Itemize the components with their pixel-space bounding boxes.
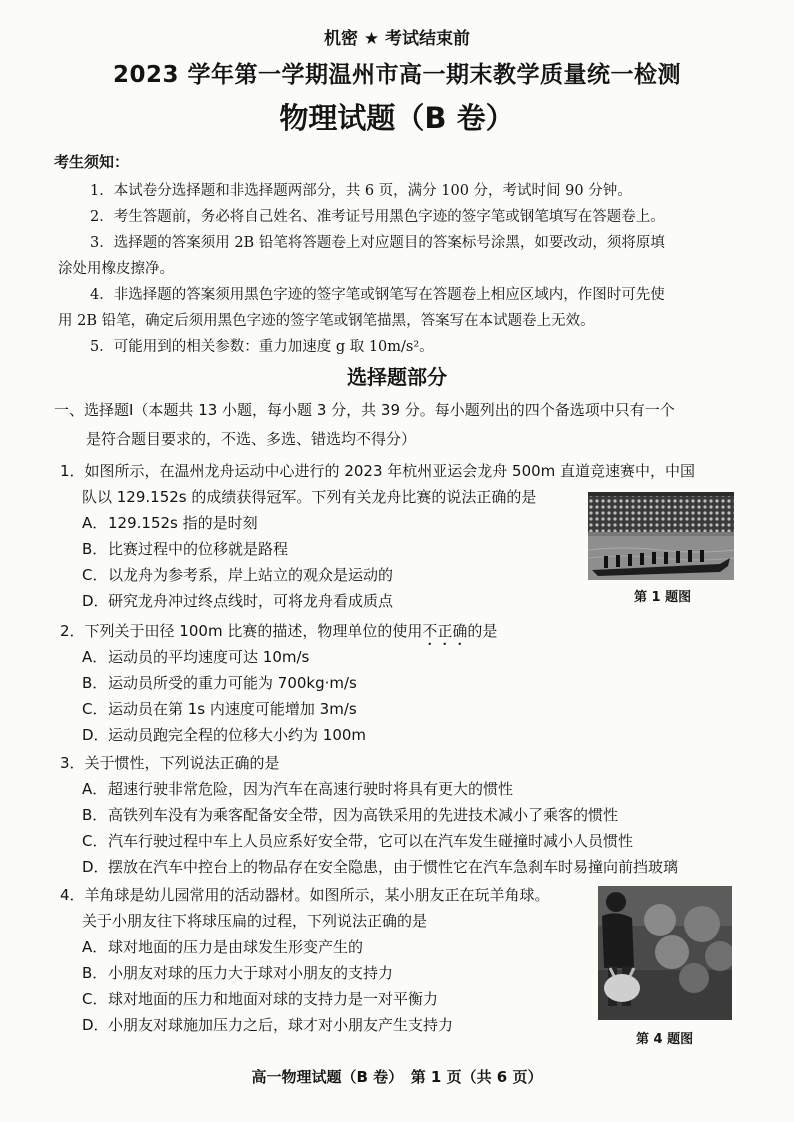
q4-option-c: C．球对地面的压力和地面对球的支持力是一对平衡力 (82, 990, 439, 1008)
part1-instruction-cont: 是符合题目要求的，不选、多选、错选均不得分） (86, 430, 417, 448)
q4-stem-cont: 关于小朋友往下将球压扁的过程，下列说法正确的是 (82, 912, 428, 930)
notice-line-4: 4．非选择题的答案须用黑色字迹的签字笔或钢笔写在答题卷上相应区域内，作图时可先使 (90, 287, 665, 303)
q1-option-d: D．研究龙舟冲过终点线时，可将龙舟看成质点 (82, 592, 394, 610)
q3-option-c: C．汽车行驶过程中车上人员应系好安全带，它可以在汽车发生碰撞时减小人员惯性 (82, 832, 634, 850)
horn-ball-photo (598, 886, 732, 1020)
figure-1-caption: 第 1 题图 (634, 590, 692, 605)
q4-option-a: A．球对地面的压力是由球发生形变产生的 (82, 938, 364, 956)
notice-line-4-cont: 用 2B 铅笔，确定后须用黑色字迹的签字笔或钢笔描黑，答案写在本试题卷上无效。 (58, 313, 595, 329)
q4-option-d: D．小朋友对球施加压力之后，球才对小朋友产生支持力 (82, 1016, 454, 1034)
q2-option-d: D．运动员跑完全程的位移大小约为 100m (82, 726, 367, 744)
subject-title: 物理试题（B 卷） (279, 101, 515, 135)
notice-line-1: 1．本试卷分选择题和非选择题两部分，共 6 页，满分 100 分，考试时间 90 分钟。 (90, 183, 632, 199)
notice-line-2: 2．考生答题前，务必将自己姓名、准考证号用黑色字迹的签字笔或钢笔填写在答题卷上。 (90, 209, 665, 225)
section-title: 选择题部分 (347, 365, 447, 389)
q1-option-c: C．以龙舟为参考系，岸上站立的观众是运动的 (82, 566, 394, 584)
confidential-label: 机密 ★ 考试结束前 (323, 29, 471, 49)
notice-line-5: 5．可能用到的相关参数：重力加速度 g 取 10m/s²。 (90, 339, 434, 355)
q4-stem: 4．羊角球是幼儿园常用的活动器材。如图所示，某小朋友正在玩羊角球。 (60, 886, 550, 904)
q3-option-b: B．高铁列车没有为乘客配备安全带，因为高铁采用的先进技术减小了乘客的惯性 (82, 806, 619, 824)
notice-line-3-cont: 涂处用橡皮擦净。 (58, 261, 174, 277)
notice-line-3: 3．选择题的答案须用 2B 铅笔将答题卷上对应题目的答案标号涂黑，如要改动，须将原填 (90, 235, 665, 251)
q1-option-a: A．129.152s 指的是时刻 (82, 514, 258, 532)
q4-option-b: B．小朋友对球的压力大于球对小朋友的支持力 (82, 964, 394, 982)
q2-stem: 2．下列关于田径 100m 比赛的描述，物理单位的使用不正确的是 (60, 622, 498, 640)
q3-option-d: D．摆放在汽车中控台上的物品存在安全隐患，由于惯性它在汽车急刹车时易撞向前挡玻璃 (82, 858, 679, 876)
exam-title: 2023 学年第一学期温州市高一期末教学质量统一检测 (112, 62, 682, 88)
q3-stem: 3．关于惯性，下列说法正确的是 (60, 754, 280, 772)
dragon-boat-photo (588, 492, 734, 580)
q1-option-b: B．比赛过程中的位移就是路程 (82, 540, 289, 558)
page-footer: 高一物理试题（B 卷） 第 1 页（共 6 页） (251, 1068, 543, 1086)
part1-instruction: 一、选择题Ⅰ（本题共 13 小题，每小题 3 分，共 39 分。每小题列出的四个备选项中只有一个 (54, 401, 675, 419)
q3-option-a: A．超速行驶非常危险，因为汽车在高速行驶时将具有更大的惯性 (82, 780, 514, 798)
q1-stem: 1．如图所示，在温州龙舟运动中心进行的 2023 年杭州亚运会龙舟 500m 直道竞速赛中，中国 (60, 462, 696, 480)
q2-option-b: B．运动员所受的重力可能为 700kg·m/s (82, 674, 357, 692)
q1-stem-cont: 队以 129.152s 的成绩获得冠军。下列有关龙舟比赛的说法正确的是 (82, 488, 537, 506)
q2-option-a: A．运动员的平均速度可达 10m/s (82, 648, 310, 666)
notice-heading: 考生须知： (54, 153, 130, 171)
figure-4-caption: 第 4 题图 (636, 1032, 694, 1047)
q2-option-c: C．运动员在第 1s 内速度可能增加 3m/s (82, 700, 357, 718)
